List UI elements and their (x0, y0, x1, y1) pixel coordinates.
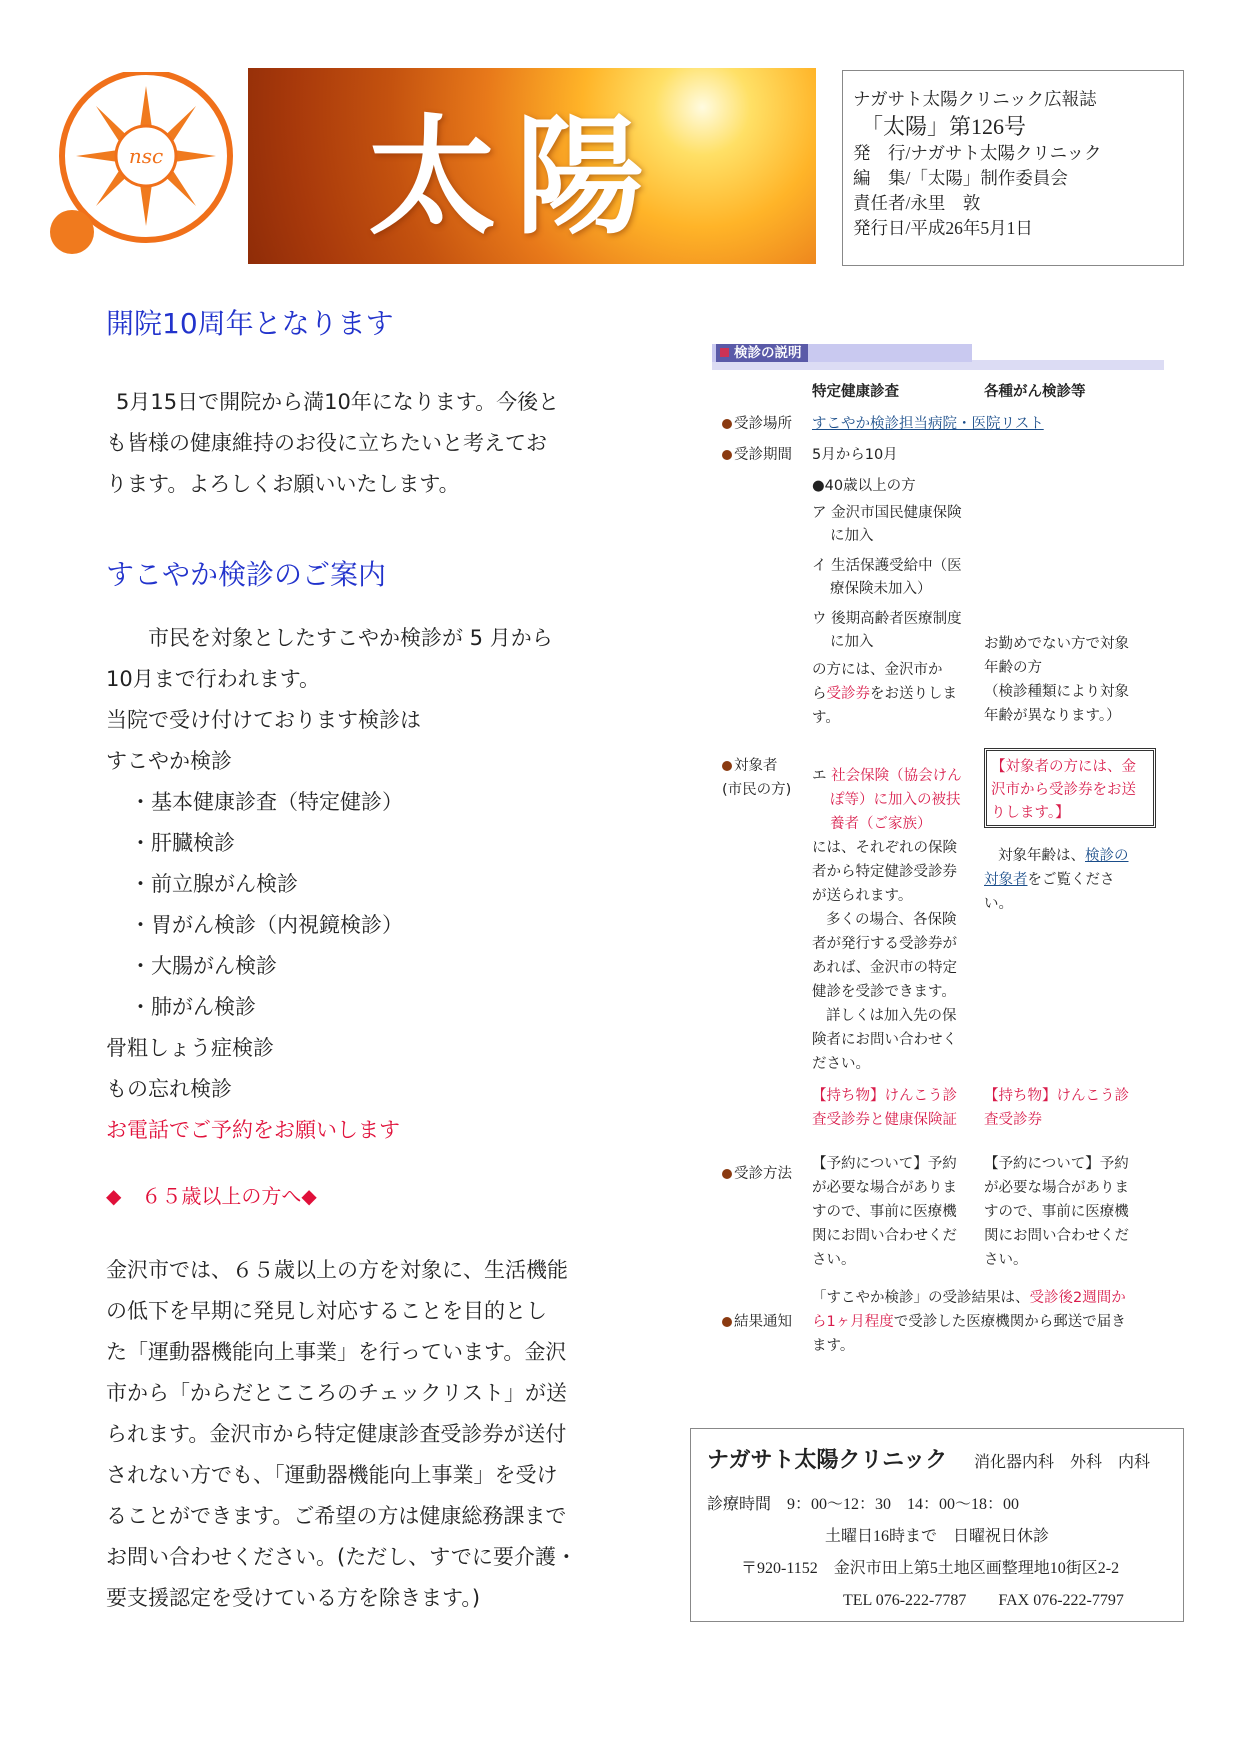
text-line: 要支援認定を受けている方を除きます。) (106, 1586, 481, 1610)
clinic-phone-fax: TEL 076-222-7787 FAX 076-222-7797 (843, 1592, 1124, 1609)
text-line: ●40歳以上の方 (812, 478, 916, 494)
text-line: 市民を対象としたすこやか検診が 5 月から (148, 626, 553, 650)
items-to-bring: 査受診券 (984, 1112, 1042, 1128)
list-item: ・前立腺がん検診 (130, 872, 298, 896)
text-line: りします。】 (991, 805, 1070, 821)
row-label-target: 対象者 (722, 754, 778, 778)
text-line: 関にお問い合わせくだ (984, 1228, 1129, 1244)
text-line: もの忘れ検診 (106, 1077, 232, 1101)
list-item: ・胃がん検診（内視鏡検診） (130, 913, 403, 937)
bullet-icon (722, 761, 732, 771)
target-link[interactable]: 検診の (1085, 848, 1129, 864)
text-line: が必要な場合がありま (984, 1180, 1129, 1196)
pub-line: 責任者/永里 敦 (853, 193, 981, 213)
text-line: ア 金沢市国民健康保険 (812, 505, 962, 521)
list-item: ・肝臓検診 (130, 831, 235, 855)
row-label-period: 受診期間 (722, 443, 792, 467)
row-label-result: 結果通知 (722, 1310, 792, 1334)
items-to-bring: 【持ち物】けんこう診 (812, 1088, 957, 1104)
text-line: 「すこやか検診」の受診結果は、受診後2週間か (812, 1290, 1126, 1306)
text-line: 【対象者の方には、金 (991, 759, 1136, 775)
voucher-notice-box (984, 748, 1156, 828)
call-notice: お電話でご予約をお願いします (106, 1118, 400, 1142)
row-label-target-sub: (市民の方) (722, 782, 792, 798)
text-line: すので、事前に医療機 (812, 1204, 957, 1220)
text-line: 多くの場合、各保険 (826, 912, 957, 928)
text-line: 険者にお問い合わせく (812, 1032, 957, 1048)
anniversary-text (106, 382, 606, 505)
text-line: ます。 (812, 1338, 855, 1354)
text-line: 年齢が異なります。） (984, 708, 1121, 724)
clinic-address: 〒920-1152 金沢市田上第5土地区画整理地10街区2-2 (741, 1560, 1120, 1577)
text-line: も皆様の健康維持のお役に立ちたいと考えてお (106, 431, 547, 455)
text-line: た「運動器機能向上事業」を行っています。金沢 (106, 1340, 567, 1364)
row-label-method: 受診方法 (722, 1162, 792, 1186)
text-line: 金沢市では、６５歳以上の方を対象に、生活機能 (106, 1258, 568, 1282)
text-line: ださい。 (812, 1056, 870, 1072)
text-line: さい。 (984, 1252, 1028, 1268)
text-line: ります。よろしくお願いいたします。 (106, 472, 460, 496)
bullet-icon (722, 419, 732, 429)
banner-title: 太陽 (368, 102, 665, 252)
bullet-icon (722, 1169, 732, 1179)
pub-line: ナガサト太陽クリニック広報誌 (853, 89, 1097, 109)
clinic-name: ナガサト太陽クリニック (707, 1448, 948, 1473)
text-line: ぽ等）に加入の被扶 (830, 792, 961, 808)
section-title-checkup: すこやか検診のご案内 (106, 558, 387, 591)
pub-line: 編 集/「太陽」制作委員会 (853, 168, 1068, 188)
pub-line: 発行日/平成26年5月1日 (853, 218, 1033, 238)
text-line: 【予約について】予約 (812, 1156, 957, 1172)
bullet-icon (722, 1317, 732, 1327)
clinic-saturday: 土曜日16時まで 日曜祝日休診 (825, 1528, 1050, 1545)
text-line: の低下を早期に発見し対応することを目的とし (106, 1299, 547, 1323)
text-line: すので、事前に医療機 (984, 1204, 1129, 1220)
bullet-icon (722, 450, 732, 460)
logo-text: nsc (128, 144, 164, 168)
text-line: イ 生活保護受給中（医 (812, 558, 962, 574)
clinic-sun-logo (46, 72, 236, 262)
text-line: には、それぞれの保険 (812, 840, 957, 856)
65plus-text (106, 1250, 606, 1619)
text-line: す。 (812, 710, 840, 726)
text-line: 10月まで行われます。 (106, 667, 321, 691)
issue-number: 「太陽」第126号 (861, 114, 1027, 139)
text-line: の方には、金沢市か (812, 662, 943, 678)
text-line: されない方でも、「運動器機能向上事業」を受け (106, 1463, 558, 1487)
checkup-explanation-panel (712, 344, 1164, 1364)
text-line: ら1ヶ月程度で受診した医療機関から郵送で届き (812, 1314, 1126, 1330)
text-line: すこやか検診 (106, 749, 232, 773)
text-line: 者が発行する受診券が (812, 936, 957, 952)
items-to-bring: 査受診券と健康保険証 (812, 1112, 957, 1128)
text-line: に加入 (830, 634, 874, 650)
text-line: 年齢の方 (984, 660, 1042, 676)
text-line: あれば、金沢市の特定 (812, 960, 957, 976)
text-line: 【予約について】予約 (984, 1156, 1129, 1172)
text-line: に加入 (830, 528, 874, 544)
text-line: が送られます。 (812, 888, 913, 904)
text-line: ウ 後期高齢者医療制度 (812, 611, 962, 627)
text-line: 詳しくは加入先の保 (826, 1008, 957, 1024)
col-header-cancer: 各種がん検診等 (984, 384, 1086, 400)
col-header-specific: 特定健康診査 (812, 384, 899, 400)
text-line: お問い合わせください。(ただし、すでに要介護・ (106, 1545, 577, 1569)
text-line: ら受診券をお送りしま (812, 686, 957, 702)
text-line: 関にお問い合わせくだ (812, 1228, 957, 1244)
section-title-anniversary: 開院10周年となります (106, 307, 394, 340)
text-line: 者から特定健診受診券 (812, 864, 957, 880)
text-line: られます。金沢市から特定健康診査受診券が送付 (106, 1422, 567, 1446)
checkup-text (106, 618, 606, 1151)
text-line: 当院で受け付けております検診は (106, 708, 421, 732)
period-value: 5月から10月 (812, 447, 898, 463)
text-line: 対象年齢は、検診の (998, 848, 1129, 864)
text-line: お勤めでない方で対象 (984, 636, 1129, 652)
text-line: 沢市から受診券をお送 (991, 782, 1136, 798)
row-label-location: 受診場所 (722, 412, 792, 436)
publication-info (842, 70, 1184, 266)
items-to-bring: 【持ち物】けんこう診 (984, 1088, 1129, 1104)
tab-checkup-explanation: 検診の説明 (716, 344, 808, 362)
text-line: い。 (984, 896, 1013, 912)
list-item: ・大腸がん検診 (130, 954, 277, 978)
text-line: 5月15日で開院から満10年になります。今後と (116, 390, 560, 414)
list-item: ・肺がん検診 (130, 995, 256, 1019)
text-line: 市から「からだとこころのチェックリスト」が送 (106, 1381, 567, 1405)
text-line: （検診種類により対象 (984, 684, 1129, 700)
list-item: ・基本健康診査（特定健診） (130, 790, 403, 814)
banner (248, 68, 816, 264)
hospital-list-link[interactable]: すこやか検診担当病院・医院リスト (812, 416, 1044, 432)
text-line: 養者（ご家族） (830, 816, 932, 832)
text-line: ることができます。ご希望の方は健康総務課まで (106, 1504, 567, 1528)
text-line: が必要な場合がありま (812, 1180, 957, 1196)
clinic-hours: 診療時間 9：00〜12：30 14：00〜18：00 (707, 1496, 1020, 1513)
section-title-65plus: ◆ ６５歳以上の方へ◆ (106, 1184, 317, 1208)
text-line: 療保険未加入） (830, 581, 932, 597)
text-line: 骨粗しょう症検診 (106, 1036, 274, 1060)
text-line: エ 社会保険（協会けん (812, 768, 962, 784)
clinic-info-box (690, 1428, 1184, 1622)
target-link[interactable]: 対象者 (984, 872, 1028, 888)
text-line: 対象者をご覧くださ (984, 872, 1115, 888)
clinic-departments: 消化器内科 外科 内科 (974, 1454, 1151, 1471)
text-line: さい。 (812, 1252, 856, 1268)
pub-line: 発 行/ナガサト太陽クリニック (853, 143, 1102, 163)
text-line: 健診を受診できます。 (812, 984, 956, 1000)
